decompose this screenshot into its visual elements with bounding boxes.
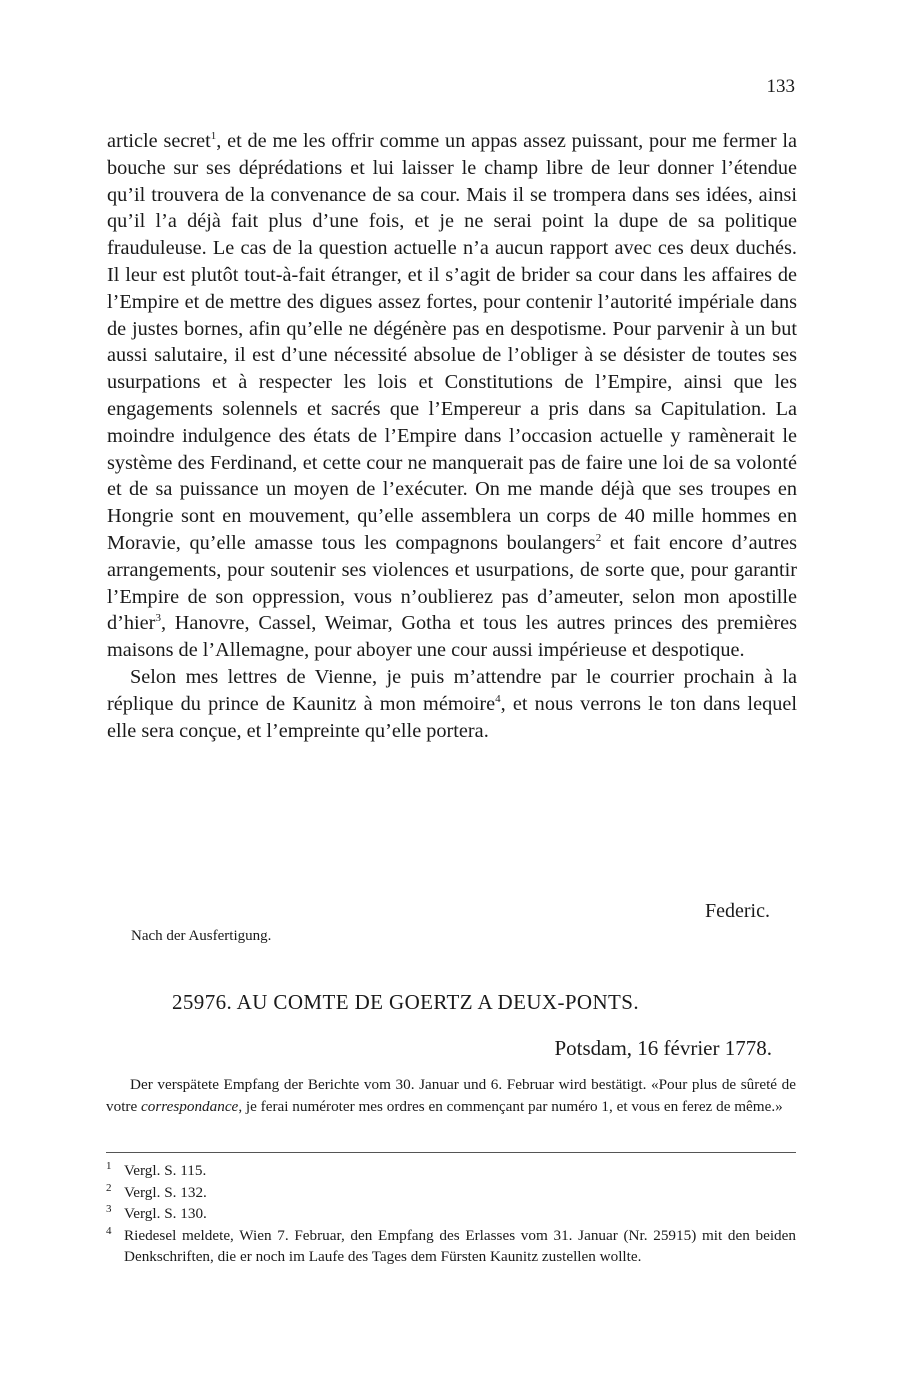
footnote-text: Vergl. S. 132. [124, 1183, 207, 1201]
letter-heading: 25976. AU COMTE DE GOERTZ A DEUX-PONTS. [172, 990, 640, 1014]
text-run: Der verspätete Empfang der Berichte vom 30. Januar und 6. Februar wird bestätigt. «Pour plus de sûreté de votre [106, 1076, 796, 1115]
text-run: Selon mes lettres de Vienne, je puis m’attendre par le courrier prochain à la réplique du prince de Kaunitz à mon mémoire [107, 665, 797, 715]
footnote: 1 Vergl. S. 115. [106, 1159, 207, 1179]
text-run: , je ferai numéroter mes ordres en commençant par numéro 1, et vous en ferez de même.» [238, 1098, 783, 1115]
text-run: , et nous verrons le ton dans lequel elle sera conçue, et l’empreinte qu’elle portera. [107, 692, 797, 742]
footnote-reference: 3 [155, 612, 161, 625]
text-run: , Hanovre, Cassel, Weimar, Gotha et tous les autres princes des premières maisons de l’Allemagne, pour aboyer une cour aussi impérieuse et despotique. [107, 612, 797, 662]
footnote: 3 Vergl. S. 130. [106, 1203, 207, 1223]
summary-paragraph [106, 1074, 796, 1118]
footnote-reference: 2 [595, 532, 602, 545]
footnote: 4 Riedesel meldete, Wien 7. Februar, den Empfang des Erlasses vom 31. Januar (Nr. 25915) mit den beiden Denkschriften, die er noch im Laufe des Tages dem Fürsten Kaunitz zustellen wollte. [106, 1224, 796, 1266]
footnote-divider [106, 1152, 796, 1153]
footnote-reference: 1 [210, 130, 217, 143]
footnote: 2 Vergl. S. 132. [106, 1181, 207, 1201]
letter-paragraph [107, 128, 797, 664]
emphasized-text: correspondance [141, 1098, 239, 1115]
text-run: article secret [107, 130, 211, 152]
footnote-reference: 4 [495, 692, 501, 705]
page-number: 133 [766, 76, 795, 97]
letter-paragraph [107, 664, 797, 744]
text-run: et fait encore d’autres arrangements, pour soutenir ses violences et usurpations, de sorte que, pour garantir l’Empire de son oppression, vous n’oublierez pas d’ameuter, selon mon apostille d’hier [107, 531, 797, 635]
source-note: Nach der Ausfertigung. [131, 928, 272, 944]
footnote-text: Riedesel meldete, Wien 7. Februar, den Empfang des Erlasses vom 31. Januar (Nr. 25915) mit den beiden Denkschriften, die er noch im Laufe des Tages dem Fürsten Kaunitz zustellen wollte. [124, 1226, 796, 1266]
footnote-text: Vergl. S. 130. [124, 1205, 207, 1223]
letter-summary [106, 1074, 796, 1118]
place-date: Potsdam, 16 février 1778. [554, 1036, 772, 1060]
letter-body [107, 128, 797, 744]
text-run: , et de me les offrir comme un appas assez puissant, pour me fermer la bouche sur ses déprédations et lui laisser le champ libre de leur donner l’étendue qu’il trouvera de la convenance de sa cour. Mais il se trompera dans ses idées, ainsi qu’il l’a déjà fait plus d’une fois, et je ne serai point la dupe de sa politique frauduleuse. Le cas de la question actuelle n’a aucun rapport avec ces deux duchés. Il leur est plutôt tout-à-fait étranger, et il s’agit de brider sa cour dans les affaires de l’Empire et de mettre des digues assez fortes, pour contenir l’autorité impériale dans de justes bornes, afin qu’elle ne dégénère pas en despotisme. Pour parvenir à un but aussi salutaire, il est d’une nécessité absolue de l’obliger à se désister de toutes ses usurpations et à respecter les lois et Constitutions de l’Empire, ainsi que les engagements solennels et sacrés que l’Empereur a pris dans sa Capitulation. La moindre indulgence des états de l’Empire dans l’occasion actuelle y ramènerait le système des Ferdinand, et cette cour ne manquerait pas de faire une loi de sa volonté et de sa puissance un moyen de l’exécuter. On me mande déjà que ses troupes en Hongrie sont en mouvement, qu’elle assemblera un corps de 40 mille hommes en Moravie, qu’elle amasse tous les compagnons boulangers [107, 130, 797, 554]
signature: Federic. [705, 900, 770, 922]
footnotes [106, 1160, 796, 1268]
footnote-text: Vergl. S. 115. [124, 1162, 207, 1179]
